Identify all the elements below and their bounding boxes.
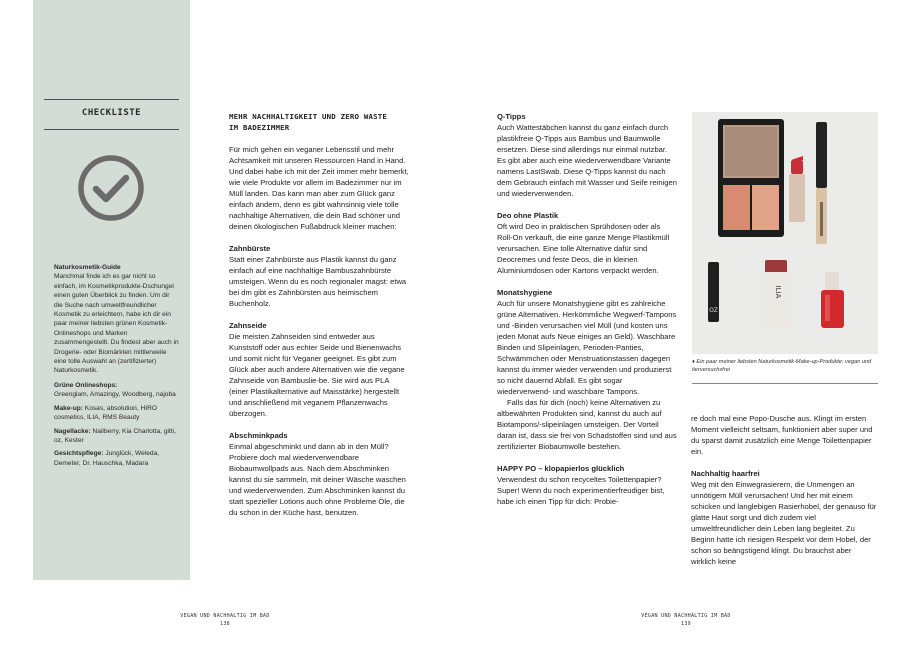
section-heading-monatshygiene: Monatshygiene [497,288,553,297]
footer-right-title: VEGAN UND NACHHALTIG IM BAD [641,613,731,619]
section-text-abschminkpads: Einmal abgeschminkt und dann ab in den Müll? Probiere doch mal wiederverwendbare Biobaumwollpads aus. Nach dem Abschminken kannst du sie sammeln, mit deiner Wäsche waschen und wiederverwenden. Zum Abschminken kannst du statt spezieller Lotions auch ohne Probleme Öle, die du schon in der Küche hast, benutzen. [229,442,406,517]
ilia-label: ILIA [774,285,782,299]
guide-group-label: Grüne Onlineshops: [54,381,118,389]
guide-group [54,381,180,400]
article-intro: Für mich gehen ein veganer Lebensstil und mehr Achtsamkeit mit unseren Ressourcen Hand in Hand. Und dabei habe ich mit der Zeit immer mehr bemerkt, wie viele Produkte vor allem im Badezimmer nur im Müll landen. Das kann man aber zum Glück ganz einfach ändern, denn es gibt wahnsinnig viele tolle nachhaltige Alternativen, die dein Bad schöner und deinen ökologischen Fußabdruck kleiner machen: [229,145,409,231]
footer-left [170,612,280,628]
section-text-zahnbuerste: Statt einer Zahnbürste aus Plastik kannst du ganz einfach auf eine nachhaltige Bambuszahnbürste umsteigen. Wenn du es noch regionaler magst: etwa bei dm gibt es Zahnbürsten aus heimischem Buchenholz. [229,255,407,308]
makeup-products-illustration [692,112,878,354]
guide-heading: Naturkosmetik-Guide [54,264,121,271]
section-heading-abschminkpads: Abschminkpads [229,431,288,440]
checkmark-circle-icon [76,153,146,223]
footer-right [631,612,741,628]
guide-group-text: Junglück, Weleda, Demeter, Dr. Hauschka, Madara [54,450,160,467]
article-heading [229,111,409,133]
section-text-happy-po: Verwendest du schon recyceltes Toilettenpapier? Super! Wenn du noch experimentierfreudiger bist, habe ich einen Tipp für dich: Probie- [497,475,665,506]
section-text-deo: Oft wird Deo in praktischen Sprühdosen oder als Roll-On verkauft, die eine ganze Menge Plastikmüll verursachen. Eine tolle Alternative dafür sind Deocremes und feste Deos, die in kleinen Aluminiumdosen oder Kartons verpackt werden. [497,222,670,275]
caption-marker: ♦ [692,359,695,365]
guide-group-text: Kosas, absolution, HIRO cosmetics, ILIA, RMS Beauty [54,404,157,422]
article-column-3 [691,413,878,567]
photo-caption [692,358,878,374]
section-text-monatshygiene: Auch für unsere Monatshygiene gibt es zahlreiche grüne Alternativen. Herkömmliche Wegwerf-Tampons und -Binden verursachen viel Müll (und kosten uns jeden Monat aufs Neue einiges an Geld). Waschbare Binden und Slipeinlagen, Perioden-Panties, Schwämmchen oder Menstruationstassen dagegen kannst du immer wieder verwenden und produzierst so nicht dauernd Abfall. Es gibt sogar wiederverwend- und waschbare Tampons. [497,299,677,396]
guide-intro: Manchmal finde ich es gar nicht so einfach, im Kosmetikprodukte-Dschungel einen guten Überblick zu finden. Um dir die Suche nach umweltfreundlicher Kosmetik zu erleichtern, habe ich dir ein paar meiner liebsten grünen Kosmetik-Onlineshops und Marken zusammengestellt. Du findest aber auch in Drogerie- oder Biomärkten mittlerweile eine tolle Auswahl an (zertifizierter) Naturkosmetik. [54,273,179,375]
guide-group-text: Nailberry, Kia Charlotta, gitti, oz, Kester [54,427,176,444]
guide-group-label: Make-up: [54,404,83,412]
article-heading-line1: MEHR NACHHALTIGKEIT UND ZERO WASTE [229,112,388,121]
oz-label: OZ [709,307,718,314]
section-text-haarfrei: Weg mit den Einwegrasierern, die Unmengen an unnötigem Müll verursachen! Und her mit einem schicken und langlebigen Rasierhobel, der genauso für glatte Haut sorgt und dich zudem viel umweltfreundlicher dein Leben lang begleitet. Zu Beginn hatte ich riesigen Respekt vor dem Hobel, der schon so beängstigend klingt. Du brauchst aber wirklich keine [691,480,877,566]
sidebar-rule-top [44,99,179,100]
section-heading-haarfrei: Nachhaltig haarfrei [691,469,760,478]
makeup-products-photo [692,112,878,354]
sidebar-text [54,263,180,472]
guide-group [54,449,180,468]
guide-group-label: Gesichtspflege: [54,450,104,458]
section-heading-zahnseide: Zahnseide [229,321,267,330]
guide-group-label: Nagellacke: [54,427,91,435]
guide-group [54,404,180,423]
section-text-monatshygiene-2: Falls das für dich (noch) keine Alternativen zu altbewährten Produkten sind, kannst du auch auf Biotampons/-slipeinlagen umsteigen. Der Vorteil daran ist, dass sie frei von Schadstoffen sind und aus zertifizierter Biobaumwolle bestehen. [497,398,677,451]
section-heading-deo: Deo ohne Plastik [497,211,559,220]
article-heading-line2: IM BADEZIMMER [229,123,290,132]
section-text-popo-dusche: re doch mal eine Popo-Dusche aus. Klingt im ersten Moment vielleicht seltsam, funktioniert aber super und du sparst damit zusätzlich eine Menge Toilettenpapier ein. [691,414,873,456]
checklist-sidebar [33,0,190,580]
guide-group [54,427,180,446]
article-column-1 [229,111,409,518]
section-heading-qtipps: Q-Tipps [497,112,526,121]
page-number-right: 139 [681,621,691,627]
caption-rule [692,383,878,384]
article-column-2 [497,111,677,507]
section-text-qtipps: Auch Wattestäbchen kannst du ganz einfach durch plastikfreie Q-Tipps aus Bambus und Baumwolle ersetzen. Diese sind allerdings nur einmal nutzbar. Es gibt aber auch eine wiederverwendbare Variante namens LastSwab. Diese Q-Tipps kannst du nach dem Gebrauch einfach mit Wasser und Seife reinigen und wiederverwenden. [497,123,677,198]
page-number-left: 138 [220,621,230,627]
checklist-title: CHECKLISTE [81,108,142,118]
guide-group-text: Greenglam, Amazingy, Woodberg, najoba [54,391,176,399]
section-heading-happy-po: HAPPY PO – klopapierlos glücklich [497,464,625,473]
sidebar-rule-bottom [44,129,179,130]
section-text-zahnseide: Die meisten Zahnseiden sind entweder aus Kunststoff oder aus echter Seide und Bienenwachs und somit nicht für Veganer geeignet. Es gibt zum Glück aber auch andere Alternativen wie die vegane Zahnseide von Bambuslie-be. Sie wird aus PLA (einer Plastikalternative auf Maisstärke) hergestellt und anschließend mit veganem Pflanzenwachs überzogen. [229,332,405,418]
section-heading-zahnbuerste: Zahnbürste [229,244,271,253]
caption-text: Ein paar meiner liebsten Naturkosmetik-Make-up-Produkte: vegan und tierversuchsfrei [692,359,872,373]
footer-left-title: VEGAN UND NACHHALTIG IM BAD [180,613,270,619]
